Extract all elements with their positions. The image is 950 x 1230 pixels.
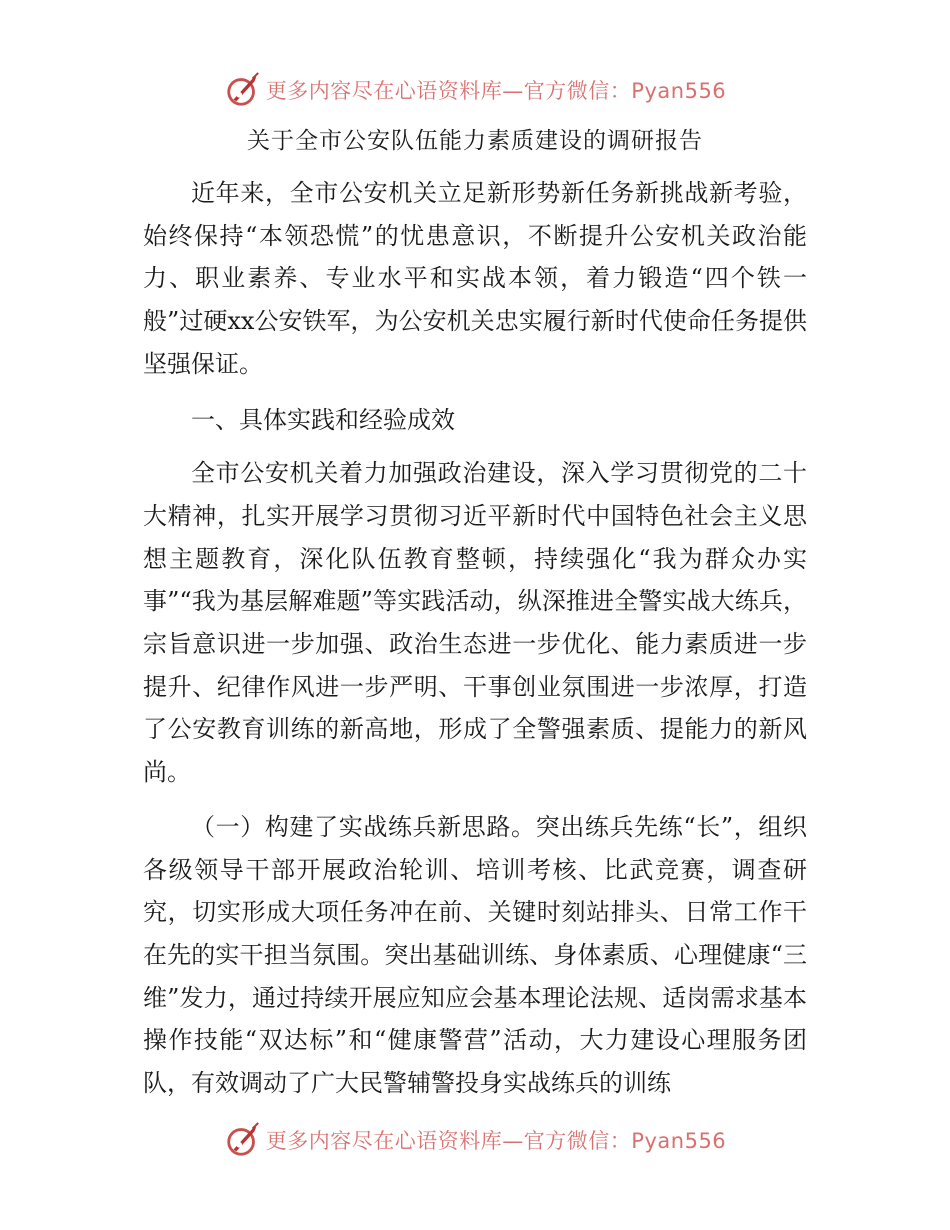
watermark-text: 更多内容尽在心语资料库—官方微信：Pyan556	[265, 79, 727, 103]
watermark-text: 更多内容尽在心语资料库—官方微信：Pyan556	[265, 1129, 727, 1153]
document-title: 关于全市公安队伍能力素质建设的调研报告	[247, 128, 703, 154]
section-heading: 一、具体实践和经验成效	[191, 405, 455, 434]
pen-quill-logo-icon	[224, 1121, 262, 1159]
paragraph-overview: 全市公安机关着力加强政治建设，深入学习贯彻党的二十大精神，扎实开展学习贯彻习近平新时代中国特色社会主义思想主题教育，深化队伍教育整顿，持续强化“我为群众办实事”“我为基层解难题”等实践活动，纵深推进全警实战大练兵，宗旨意识进一步加强、政治生态进一步优化、能力素质进一步提升、纪律作风进一步严明、干事创业氛围进一步浓厚，打造了公安教育训练的新高地，形成了全警强素质、提能力的新风尚。	[143, 459, 807, 787]
watermark-footer	[0, 1120, 950, 1160]
watermark-header	[0, 70, 950, 110]
paragraph-intro: 近年来，全市公安机关立足新形势新任务新挑战新考验，始终保持“本领恐慌”的忧患意识，不断提升公安机关政治能力、职业素养、专业水平和实战本领，着力锻造“四个铁一般”过硬xx公安铁军，为公安机关忠实履行新时代使命任务提供坚强保证。	[143, 179, 807, 378]
paragraph-subsection-1: （一）构建了实战练兵新思路。突出练兵先练“长”，组织各级领导干部开展政治轮训、培训考核、比武竞赛，调查研究，切实形成大项任务冲在前、关键时刻站排头、日常工作干在先的实干担当氛围。突出基础训练、身体素质、心理健康“三维”发力，通过持续开展应知应会基本理论法规、适岗需求基本操作技能“双达标”和“健康警营”活动，大力建设心理服务团队，有效调动了广大民警辅警投身实战练兵的训练	[143, 812, 807, 1098]
document-body	[143, 172, 807, 1105]
pen-quill-logo-icon	[224, 71, 262, 109]
